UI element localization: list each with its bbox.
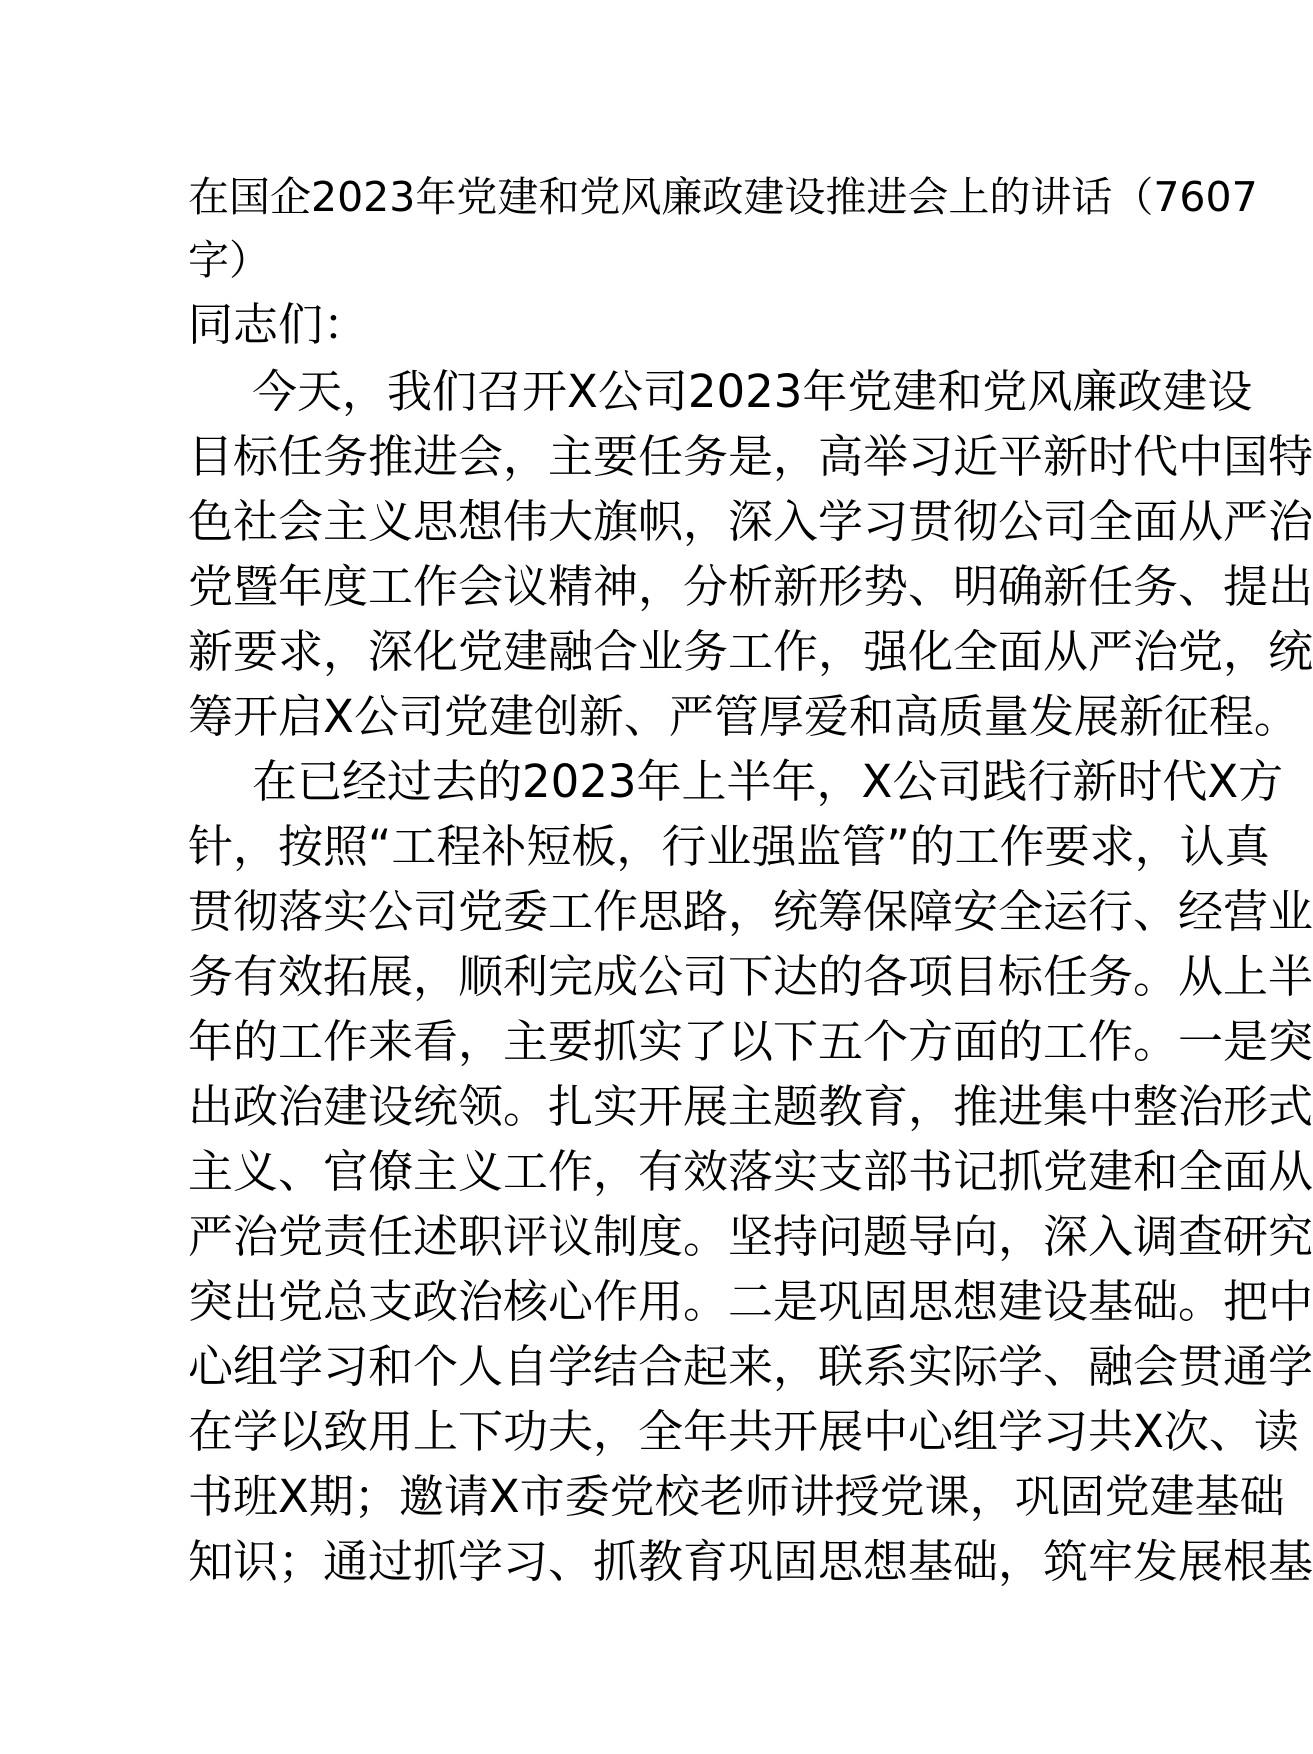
paragraph-line: 新要求，深化党建融合业务工作，强化全面从严治党，统 — [188, 625, 1313, 678]
paragraph-line: 针，按照“工程补短板，行业强监管”的工作要求，认真 — [188, 820, 1270, 873]
paragraph-line: 目标任务推进会，主要任务是，高举习近平新时代中国特 — [188, 430, 1313, 483]
document-page — [188, 166, 1313, 1594]
paragraph-line: 突出党总支政治核心作用。二是巩固思想建设基础。把中 — [188, 1275, 1313, 1328]
paragraph-line: 筹开启X公司党建创新、严管厚爱和高质量发展新征程。 — [188, 690, 1299, 743]
title-line: 在国企2023年党建和党风廉政建设推进会上的讲话（7607 — [188, 173, 1258, 221]
paragraph-1 — [188, 359, 1313, 749]
paragraph-line: 心组学习和个人自学结合起来，联系实际学、融会贯通学 — [188, 1340, 1313, 1393]
paragraph-line: 在学以致用上下功夫，全年共开展中心组学习共X次、读 — [188, 1405, 1299, 1458]
paragraph-line: 书班X期；邀请X市委党校老师讲授党课，巩固党建基础 — [188, 1470, 1285, 1523]
title-line: 字） — [188, 236, 270, 284]
paragraph-line: 党暨年度工作会议精神，分析新形势、明确新任务、提出 — [188, 560, 1313, 613]
paragraph-line: 务有效拓展，顺利完成公司下达的各项目标任务。从上半 — [188, 950, 1313, 1003]
paragraph-line: 出政治建设统领。扎实开展主题教育，推进集中整治形式 — [188, 1080, 1313, 1133]
document-title — [188, 166, 1258, 292]
paragraph-line: 在已经过去的2023年上半年，X公司践行新时代X方 — [252, 755, 1284, 808]
paragraph-line: 年的工作来看，主要抓实了以下五个方面的工作。一是突 — [188, 1015, 1313, 1068]
paragraph-line: 今天，我们召开X公司2023年党建和党风廉政建设 — [252, 365, 1253, 418]
paragraph-2 — [188, 749, 1313, 1594]
paragraph-line: 知识；通过抓学习、抓教育巩固思想基础，筑牢发展根基 — [188, 1535, 1313, 1588]
paragraph-line: 严治党责任述职评议制度。坚持问题导向，深入调查研究 — [188, 1210, 1313, 1263]
paragraph-line: 色社会主义思想伟大旗帜，深入学习贯彻公司全面从严治 — [188, 495, 1313, 548]
paragraph-line: 贯彻落实公司党委工作思路，统筹保障安全运行、经营业 — [188, 885, 1313, 938]
paragraph-line: 主义、官僚主义工作，有效落实支部书记抓党建和全面从 — [188, 1145, 1313, 1198]
greeting: 同志们： — [188, 298, 369, 351]
